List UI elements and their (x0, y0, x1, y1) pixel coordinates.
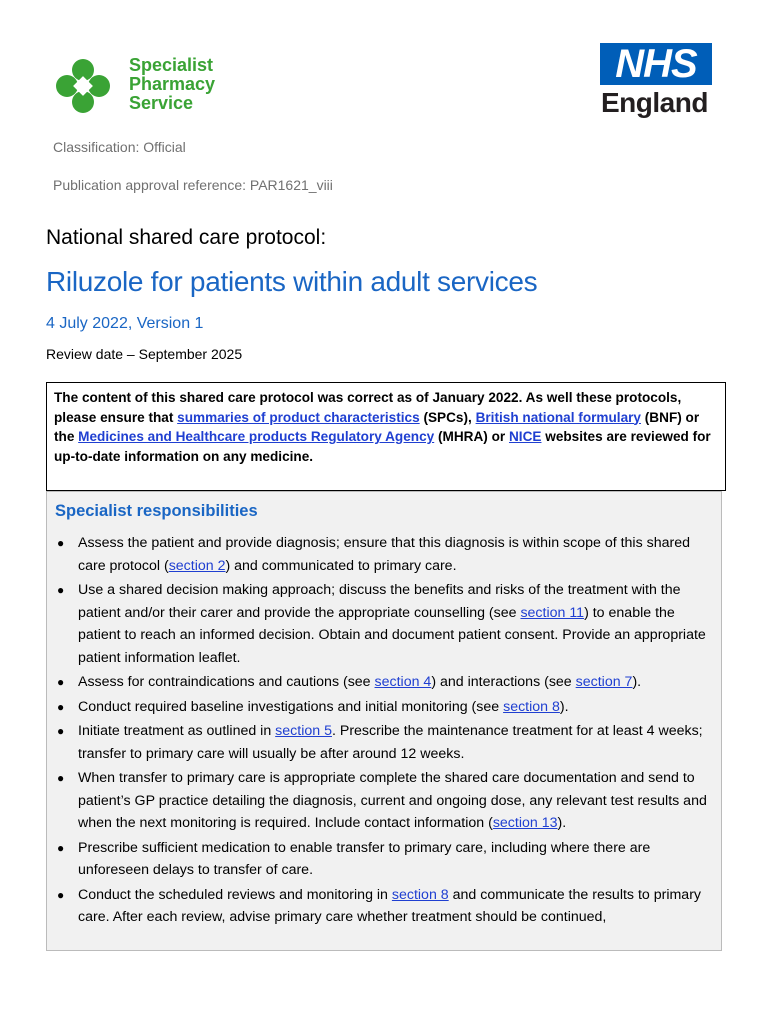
item-text: ). (559, 698, 569, 715)
item-text: Use a shared decision making approach; discuss the benefits and risks of the treatment with the patient and/or their carer and provide the appropriate counselling (see (78, 582, 681, 621)
sps-logo-line: Specialist (129, 55, 214, 75)
section-link[interactable]: section 7 (575, 674, 633, 690)
section-link[interactable]: section 5 (275, 723, 332, 739)
section-link[interactable]: section 2 (168, 557, 226, 574)
list-item (47, 767, 722, 835)
bullet-icon: ● (57, 675, 65, 689)
list-item (47, 671, 722, 694)
document-date: 4 July 2022, Version 1 (46, 315, 204, 332)
sps-logo-line: Service (129, 93, 194, 113)
bullet-icon: ● (57, 840, 65, 855)
bullet-icon: ● (57, 887, 65, 902)
item-text: ). (557, 815, 567, 831)
nhs-england-logo (600, 43, 715, 119)
list-item (47, 720, 722, 765)
item-text: ) and interactions (see (431, 674, 576, 690)
item-text: Assess the patient and provide diagnosis; ensure that this diagnosis is within scope of this shared care protocol ( (78, 535, 690, 574)
bnf-link[interactable]: British national formulary (475, 409, 641, 425)
list-item (47, 579, 722, 669)
item-text: Conduct the scheduled reviews and monitoring in (78, 886, 392, 903)
sps-logo (54, 56, 244, 116)
notice-text: websites are reviewed for up-to-date information on any medicine. (54, 429, 711, 464)
section-link[interactable]: section 4 (374, 674, 432, 690)
list-item (47, 884, 722, 929)
document-subtitle: National shared care protocol: (46, 226, 327, 249)
classification-text: Classification: Official (53, 139, 186, 155)
sps-logo-line: Pharmacy (129, 74, 216, 94)
bullet-icon: ● (57, 699, 65, 714)
section-link[interactable]: section 11 (520, 604, 585, 621)
list-item (47, 696, 722, 719)
document-title: Riluzole for patients within adult services (46, 266, 538, 297)
notice-text: (SPCs), (419, 409, 476, 425)
bullet-icon: ● (57, 536, 65, 550)
specialist-responsibilities-panel (46, 491, 722, 951)
item-text: Prescribe sufficient medication to enable transfer to primary care, including where there are unforeseen delays to transfer of care. (78, 839, 651, 878)
bullet-icon: ● (57, 724, 65, 738)
notice-text: (BNF) or the (54, 409, 700, 444)
sps-logo-mark-icon (54, 58, 112, 114)
nhs-logo-box: NHS (600, 43, 712, 85)
item-text: Initiate treatment as outlined in (78, 723, 276, 739)
item-text: ). (632, 674, 642, 690)
notice-text: (MHRA) or (434, 429, 509, 444)
item-text: and communicate the results to primary care. After each review, advise primary care whether treatment should be continued, (78, 886, 702, 925)
responsibilities-list (47, 532, 722, 931)
section-link[interactable]: section 8 (391, 886, 449, 903)
item-text: When transfer to primary care is appropriate complete the shared care documentation and send to patient’s GP practice detailing the diagnosis, current and ongoing dose, any relevant test results and when the next monitoring is required. Include contact information ( (78, 770, 707, 831)
list-item (47, 837, 722, 882)
bullet-icon: ● (57, 771, 65, 785)
notice-text: The content of this shared care protocol was correct as of January 2022. As well these protocols, please ensure that (54, 390, 682, 425)
sps-logo-text (129, 56, 215, 113)
section-link[interactable]: section 13 (492, 815, 558, 831)
section-link[interactable]: section 8 (503, 698, 560, 715)
approval-reference-text: Publication approval reference: PAR1621_viii (53, 177, 333, 193)
review-date: Review date – September 2025 (46, 346, 243, 362)
content-notice-box (46, 382, 726, 491)
list-item (47, 532, 722, 577)
nhs-logo-region: England (601, 87, 708, 118)
bullet-icon: ● (57, 583, 65, 597)
spc-link[interactable]: summaries of product characteristics (177, 409, 420, 425)
item-text: Assess for contraindications and cautions (see (78, 674, 375, 690)
item-text: . Prescribe the maintenance treatment for at least 4 weeks; transfer to primary care will usually be after around 12 weeks. (78, 723, 703, 762)
item-text: ) and communicated to primary care. (225, 557, 457, 574)
nice-link[interactable]: NICE (508, 429, 542, 444)
item-text: Conduct required baseline investigations and initial monitoring (see (78, 698, 504, 715)
item-text: ) to enable the patient to reach an informed decision. Obtain and document patient consent. Provide an appropriate patient information leaflet. (78, 604, 706, 666)
mhra-link[interactable]: Medicines and Healthcare products Regulatory Agency (78, 429, 435, 444)
panel-heading: Specialist responsibilities (55, 502, 258, 520)
